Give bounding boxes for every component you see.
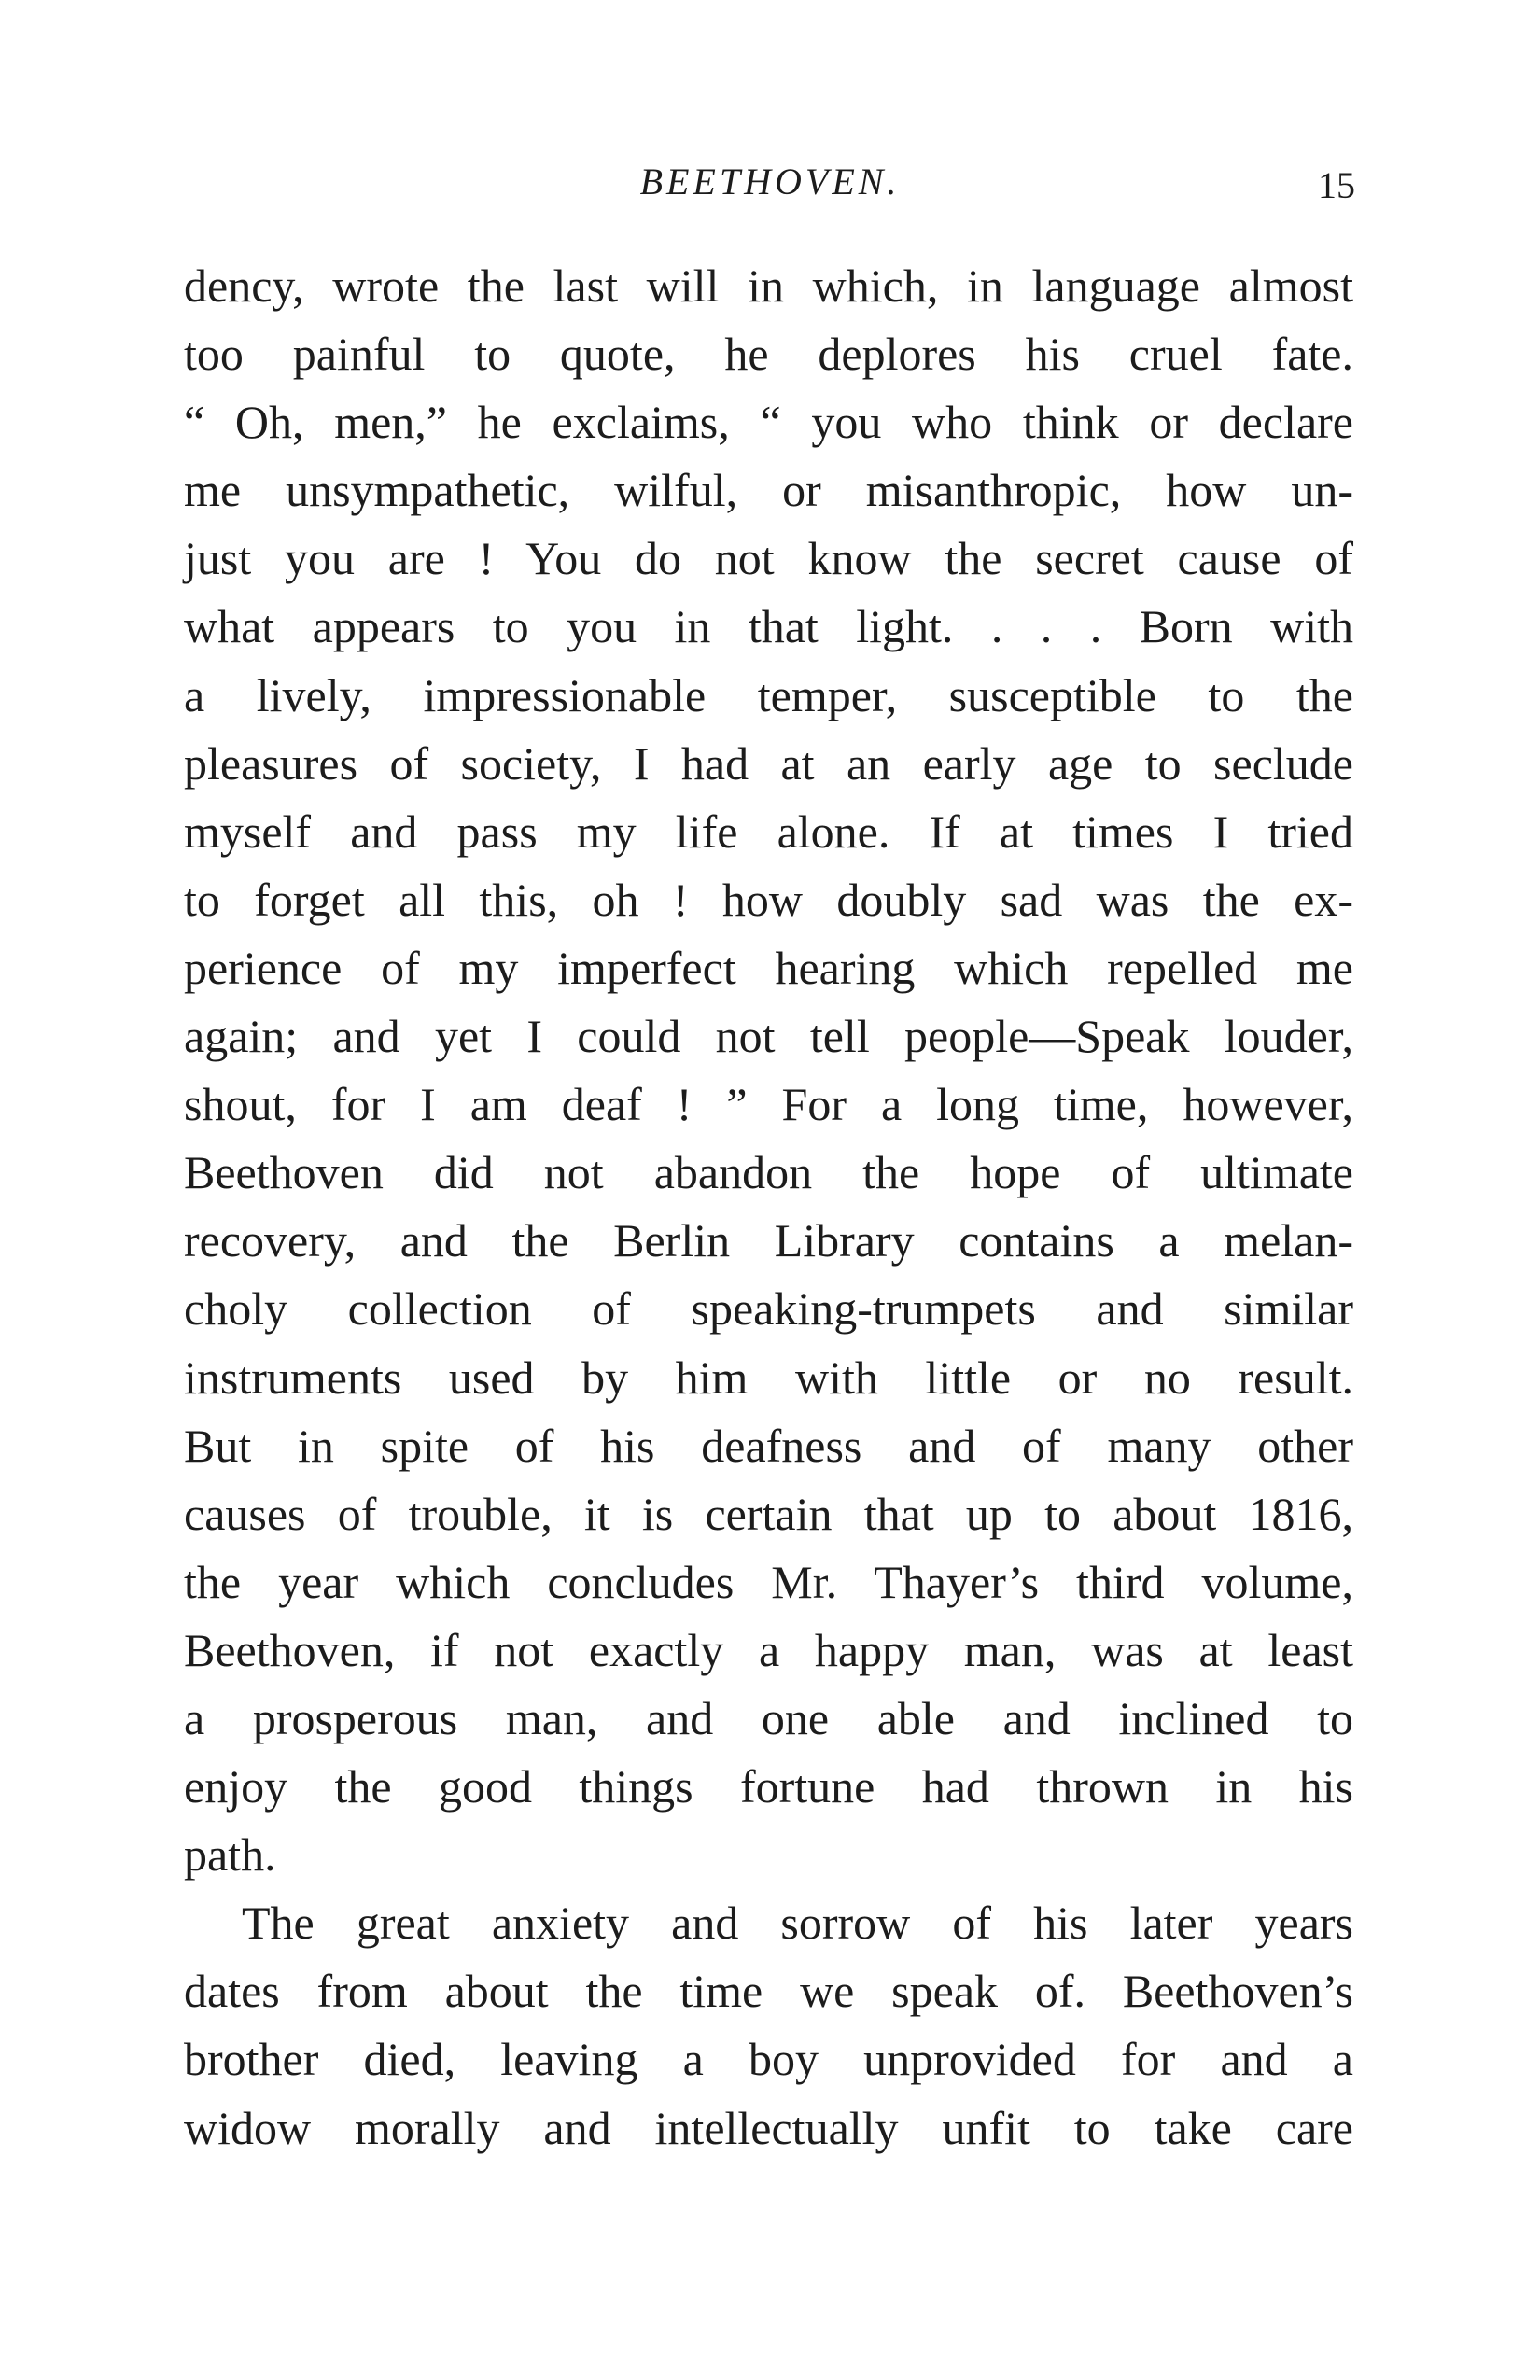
text-line: recovery, and the Berlin Library contains a melan- <box>184 1214 1353 1267</box>
text-line: to forget all this, oh ! how doubly sad was the ex- <box>184 873 1353 926</box>
paragraph-1 <box>184 252 1353 1889</box>
running-title: BEETHOVEN. <box>639 161 901 203</box>
text-line: But in spite of his deafness and of many other <box>184 1419 1353 1472</box>
text-line: enjoy the good things fortune had thrown in his <box>184 1760 1353 1813</box>
text-line: again; and yet I could not tell people—Speak louder, <box>184 1010 1353 1063</box>
text-line: too painful to quote, he deplores his cruel fate. <box>184 328 1353 381</box>
text-line: just you are ! You do not know the secret cause of <box>184 532 1353 585</box>
text-line: “ Oh, men,” he exclaims, “ you who think or declare <box>184 396 1353 449</box>
text-line: widow morally and intellectually unfit to take care <box>184 2101 1353 2154</box>
text-line: perience of my imperfect hearing which repelled me <box>184 941 1353 994</box>
text-line: causes of trouble, it is certain that up to about 1816, <box>184 1487 1353 1540</box>
text-line: pleasures of society, I had at an early age to seclude <box>184 736 1353 790</box>
text-line: a prosperous man, and one able and inclined to <box>184 1691 1353 1744</box>
text-line: Beethoven, if not exactly a happy man, was at least <box>184 1623 1353 1676</box>
text-line: choly collection of speaking-trumpets and similar <box>184 1282 1353 1336</box>
text-line: the year which concludes Mr. Thayer’s third volume, <box>184 1555 1353 1608</box>
text-line: a lively, impressionable temper, susceptible to the <box>184 668 1353 721</box>
text-line: dates from about the time we speak of. Beethoven’s <box>184 1965 1353 2018</box>
text-line: instruments used by him with little or no result. <box>184 1351 1353 1404</box>
text-line: what appears to you in that light. . . . Born with <box>184 600 1353 653</box>
text-line: shout, for I am deaf ! ” For a long time, however, <box>184 1078 1353 1131</box>
text-line: path. <box>184 1828 276 1882</box>
text-line: me unsympathetic, wilful, or misanthropic, how un- <box>184 464 1353 517</box>
text-line: The great anxiety and sorrow of his later years <box>242 1897 1353 1950</box>
body-text <box>184 252 1353 2163</box>
text-line: myself and pass my life alone. If at times I tried <box>184 805 1353 858</box>
running-head <box>0 154 1540 210</box>
text-line: dency, wrote the last will in which, in language almost <box>184 259 1353 312</box>
text-line: brother died, leaving a boy unprovided for and a <box>184 2033 1353 2086</box>
paragraph-2 <box>184 1889 1353 2162</box>
text-line: Beethoven did not abandon the hope of ultimate <box>184 1146 1353 1199</box>
page-number: 15 <box>1318 164 1355 206</box>
